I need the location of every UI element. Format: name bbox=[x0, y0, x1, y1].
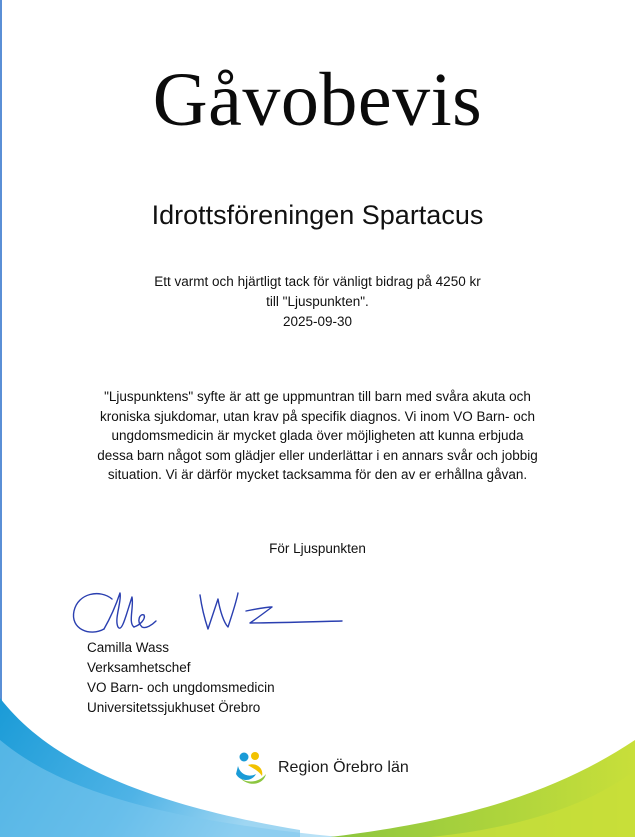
certificate-title: Gåvobevis bbox=[152, 58, 483, 142]
paragraph-line: dessa barn något som glädjer eller underlättar i en annars svår och jobbig bbox=[97, 447, 538, 463]
thanks-line: till "Ljuspunkten". bbox=[266, 294, 369, 309]
paragraph-line: "Ljuspunktens" syfte är att ge uppmuntran till barn med svåra akuta och bbox=[104, 389, 531, 404]
gift-date: 2025-09-30 bbox=[282, 314, 353, 329]
signer-hospital: Universitetssjukhuset Örebro bbox=[87, 700, 261, 715]
on-behalf-line: För Ljuspunkten bbox=[269, 541, 366, 556]
signer-name: Camilla Wass bbox=[87, 640, 170, 655]
thanks-block bbox=[0, 272, 635, 332]
paragraph-line: kroniska sjukdomar, utan krav på specifik diagnos. Vi inom VO Barn- och bbox=[100, 408, 535, 424]
paragraph-line: ungdomsmedicin är mycket glada över möjligheten att kunna erbjuda bbox=[111, 428, 524, 443]
handwritten-signature bbox=[60, 585, 360, 645]
region-orebro-logo-icon bbox=[232, 748, 274, 788]
signer-title: Verksamhetschef bbox=[87, 660, 191, 675]
region-logo bbox=[232, 748, 409, 788]
thanks-line: Ett varmt och hjärtligt tack för vänligt bidrag på 4250 kr bbox=[154, 274, 481, 289]
logo-text: Region Örebro län bbox=[278, 759, 409, 776]
purpose-paragraph bbox=[70, 387, 565, 485]
paragraph-line: situation. Vi är därför mycket tacksamma för den av er erhållna gåvan. bbox=[107, 467, 528, 482]
organization-name: Idrottsföreningen Spartacus bbox=[151, 200, 484, 230]
signer-department: VO Barn- och ungdomsmedicin bbox=[87, 680, 275, 695]
